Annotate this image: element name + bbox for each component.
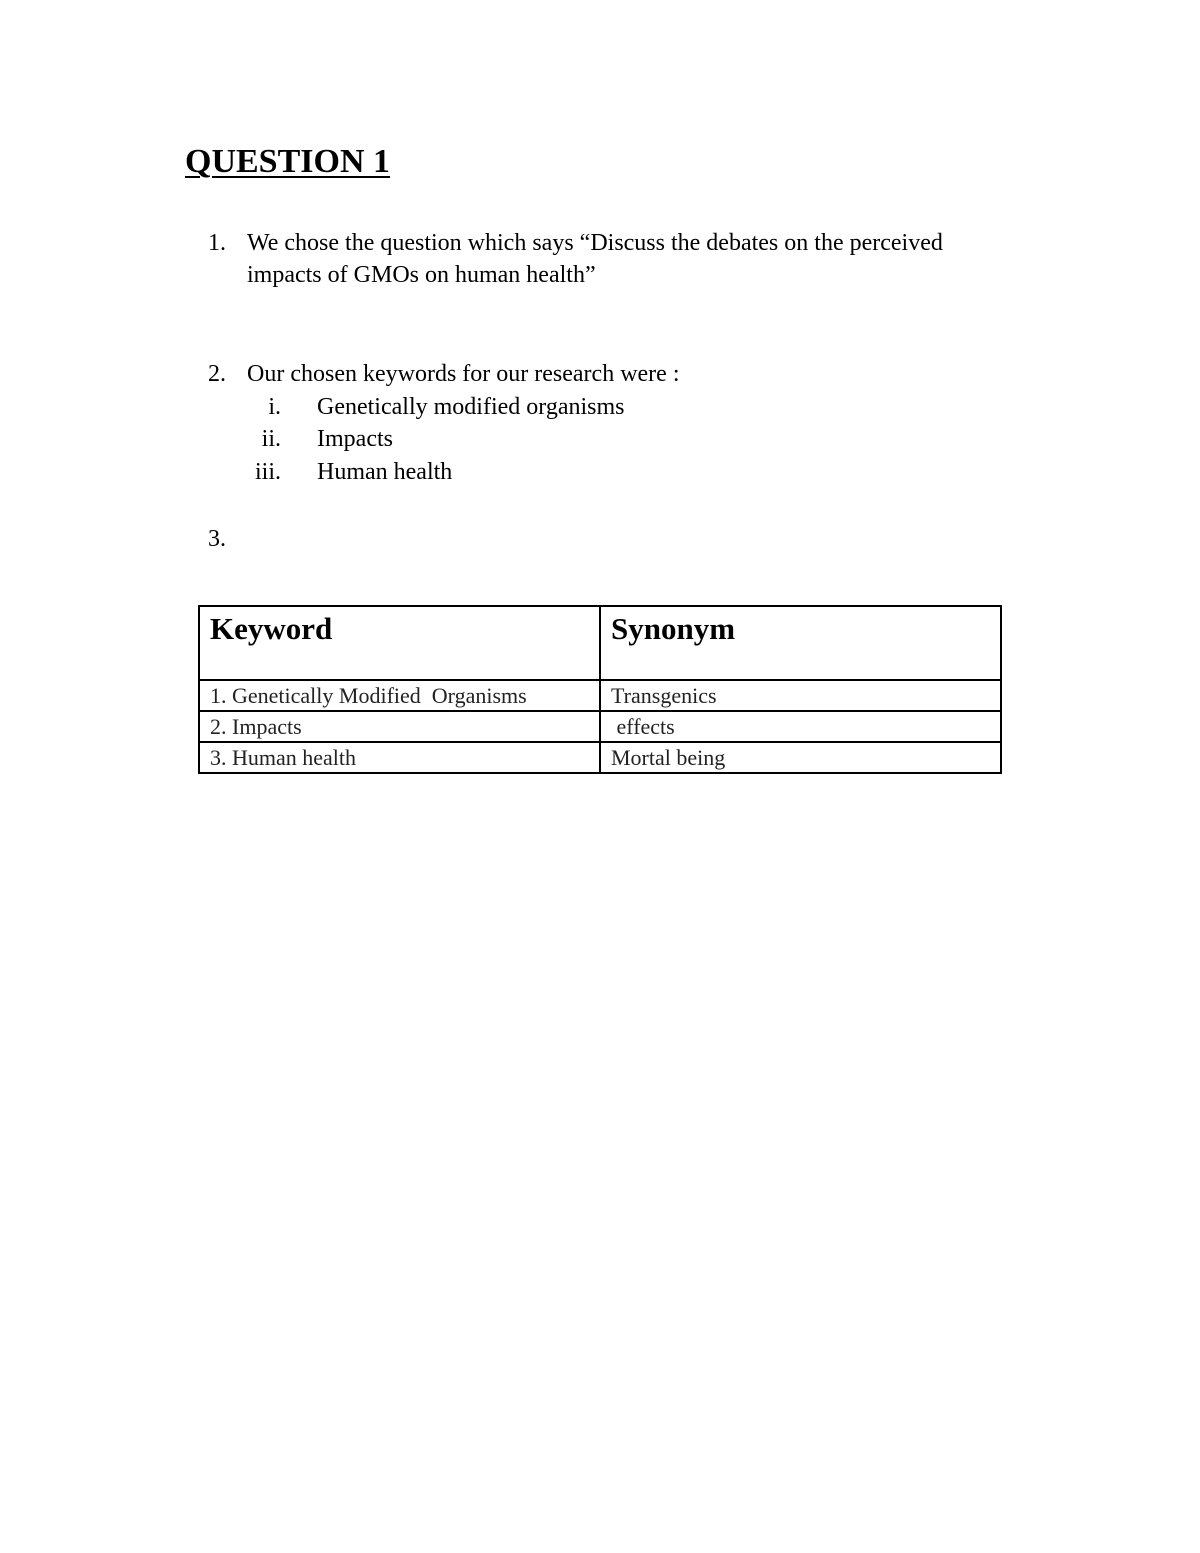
table-row: [199, 711, 1001, 742]
table-cell-synonym: Transgenics: [600, 680, 1001, 711]
list-item-text-line-1: We chose the question which says “Discuss the debates on the perceived: [247, 230, 943, 256]
list-item-text: Our chosen keywords for our research were :: [247, 361, 680, 387]
sublist-numeral: ii.: [261, 426, 281, 452]
table-row: [199, 742, 1001, 773]
table-cell-synonym: effects: [600, 711, 1001, 742]
list-item-number: 3.: [208, 526, 226, 552]
table-cell-keyword: 3. Human health: [199, 742, 600, 773]
page-title: QUESTION 1: [185, 143, 390, 180]
sublist-item-text: Impacts: [317, 426, 393, 452]
list-item-text-line-2: impacts of GMOs on human health”: [247, 262, 596, 288]
table-cell-keyword: 1. Genetically Modified Organisms: [199, 680, 600, 711]
list-item-number: 1.: [208, 230, 226, 256]
sublist-item-text: Genetically modified organisms: [317, 394, 625, 420]
sublist-item-text: Human health: [317, 459, 453, 485]
table-header-row: [199, 606, 1001, 680]
keyword-synonym-table: [198, 605, 1002, 774]
sublist-numeral: i.: [268, 394, 281, 420]
list-item-number: 2.: [208, 361, 226, 387]
table-header-keyword: Keyword: [199, 606, 600, 680]
table-cell-synonym: Mortal being: [600, 742, 1001, 773]
table-header-synonym: Synonym: [600, 606, 1001, 680]
table-cell-keyword: 2. Impacts: [199, 711, 600, 742]
table-row: [199, 680, 1001, 711]
sublist-numeral: iii.: [254, 459, 281, 485]
